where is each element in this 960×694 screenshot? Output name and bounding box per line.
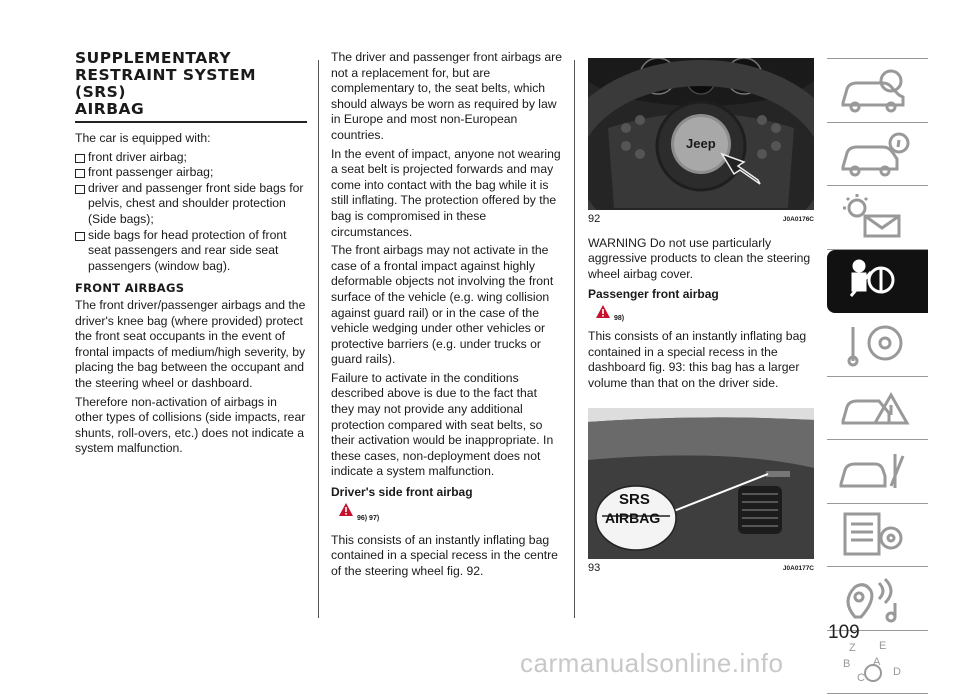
list-item	[75, 165, 307, 181]
tab-starting-driving[interactable]	[827, 313, 928, 377]
intro-text: The car is equipped with:	[75, 131, 307, 147]
srs-label: SRS	[619, 492, 650, 508]
index-icon	[835, 637, 915, 687]
list-item-text: front passenger airbag;	[88, 165, 213, 179]
front-airbags-heading: FRONT AIRBAGS	[75, 281, 307, 297]
svg-text:E: E	[879, 640, 886, 652]
airbag-label: AIRBAG	[605, 511, 660, 527]
title-line-1: SUPPLEMENTARY	[75, 49, 231, 67]
tab-dashboard[interactable]	[827, 58, 928, 123]
bullet-icon	[75, 169, 85, 178]
figure-caption	[588, 212, 814, 228]
driver-airbag-heading: Driver's side front airbag	[331, 485, 563, 501]
paragraph: Failure to activate in the conditions described above is due to the fact that they may not provide any additional protection compared with seat belts, so their activation would be inappropriate. In these cases, non-deployment does not indicate a system malfunction.	[331, 371, 563, 480]
list-item-text: side bags for head protection of front seat passengers and rear side seat passengers (window bag).	[88, 228, 287, 273]
bullet-icon	[75, 232, 85, 241]
column-3	[588, 58, 814, 585]
list-item-text: driver and passenger front side bags for pelvis, chest and shoulder protection (Side bags);	[88, 181, 303, 226]
paragraph: Therefore non-activation of airbags in other types of collisions (side impacts, rear shunts, roll-overs, etc.) does not indicate a system malfunction.	[75, 395, 307, 457]
figure-number: 93	[588, 561, 600, 577]
warning-triangle-icon	[339, 503, 353, 516]
tab-emergency[interactable]	[827, 377, 928, 441]
steering-wheel-photo	[588, 58, 814, 210]
warning-text: WARNING Do not use particularly aggressive products to clean the steering wheel airbag cover.	[588, 236, 814, 283]
title-line-2: RESTRAINT SYSTEM (SRS)	[75, 66, 256, 101]
section-title	[75, 50, 307, 118]
jeep-logo: Jeep	[686, 136, 716, 152]
servicing-icon	[835, 446, 915, 496]
figure-number: 92	[588, 212, 600, 228]
tab-car-info[interactable]	[827, 123, 928, 187]
paragraph: The front airbags may not activate in the case of a frontal impact against highly deformable objects not involving the front surface of the vehicle (e.g. wing collision against guard rail) or in the case of the vehicle wedging under other vehicles or protective barriers (e.g. under trucks or guard rails).	[331, 243, 563, 368]
paragraph: This consists of an instantly inflating bag contained in a special recess in the centre of the steering wheel fig. 92.	[331, 533, 563, 580]
watermark: carmanualsonline.info	[520, 648, 783, 679]
dashboard-photo	[588, 408, 814, 559]
warning-ref-number: 98)	[614, 311, 624, 327]
column-divider	[318, 60, 319, 618]
list-item	[75, 181, 307, 228]
figure-code: J0A0177C	[783, 561, 814, 577]
starting-driving-icon	[835, 319, 915, 369]
svg-text:Z: Z	[849, 642, 856, 654]
tab-multimedia[interactable]	[827, 567, 928, 631]
warning-reference	[596, 305, 814, 323]
tab-warning-lights[interactable]	[827, 186, 928, 250]
technical-data-icon	[835, 510, 915, 560]
car-info-icon	[835, 129, 915, 179]
paragraph: This consists of an instantly inflating bag contained in a special recess in the dashboard fig. 93: this bag has a larger volume than that on the driver side.	[588, 329, 814, 391]
safety-airbag-icon	[835, 256, 915, 306]
figure-code: J0A0176C	[783, 212, 814, 228]
paragraph: The driver and passenger front airbags are not a replacement for, but are complementary to, the seat belts, which should always be worn as required by law in Europe and most non-European countries.	[331, 50, 563, 144]
column-2	[331, 50, 563, 582]
emergency-icon	[835, 383, 915, 433]
chapter-tabs	[827, 58, 928, 694]
warning-lights-icon	[835, 192, 915, 242]
passenger-airbag-heading: Passenger front airbag	[588, 287, 814, 303]
column-1	[75, 50, 307, 460]
tab-servicing[interactable]	[827, 440, 928, 504]
dashboard-car-icon	[835, 65, 915, 115]
bullet-icon	[75, 154, 85, 163]
title-line-3: AIRBAG	[75, 100, 144, 118]
warning-reference	[339, 503, 563, 527]
tab-technical-data[interactable]	[827, 504, 928, 568]
steering-wheel-illustration	[588, 58, 814, 210]
list-item	[75, 228, 307, 275]
paragraph: In the event of impact, anyone not wearing a seat belt is projected forwards and may come into contact with the bag while it is still inflating. The protection offered by the bag is compromised in these circumstances.	[331, 147, 563, 241]
svg-text:D: D	[893, 666, 901, 678]
page-number: 109	[828, 622, 860, 644]
warning-triangle-icon	[596, 305, 610, 318]
dashboard-illustration	[588, 408, 814, 559]
list-item	[75, 150, 307, 166]
list-item-text: front driver airbag;	[88, 150, 187, 164]
svg-text:B: B	[843, 658, 850, 670]
multimedia-icon	[835, 573, 915, 623]
title-underline	[75, 121, 307, 123]
warning-ref-numbers: 96) 97)	[357, 511, 379, 527]
figure-caption	[588, 561, 814, 577]
bullet-icon	[75, 185, 85, 194]
svg-text:A: A	[873, 656, 881, 668]
paragraph: The front driver/passenger airbags and the driver's knee bag (where provided) protect the front seat occupants in the event of frontal impacts of medium/high severity, by placing the bag between the occupant and the steering wheel or dashboard.	[75, 298, 307, 392]
svg-text:C: C	[857, 672, 865, 684]
column-divider	[574, 60, 575, 618]
tab-safety[interactable]	[827, 250, 928, 314]
